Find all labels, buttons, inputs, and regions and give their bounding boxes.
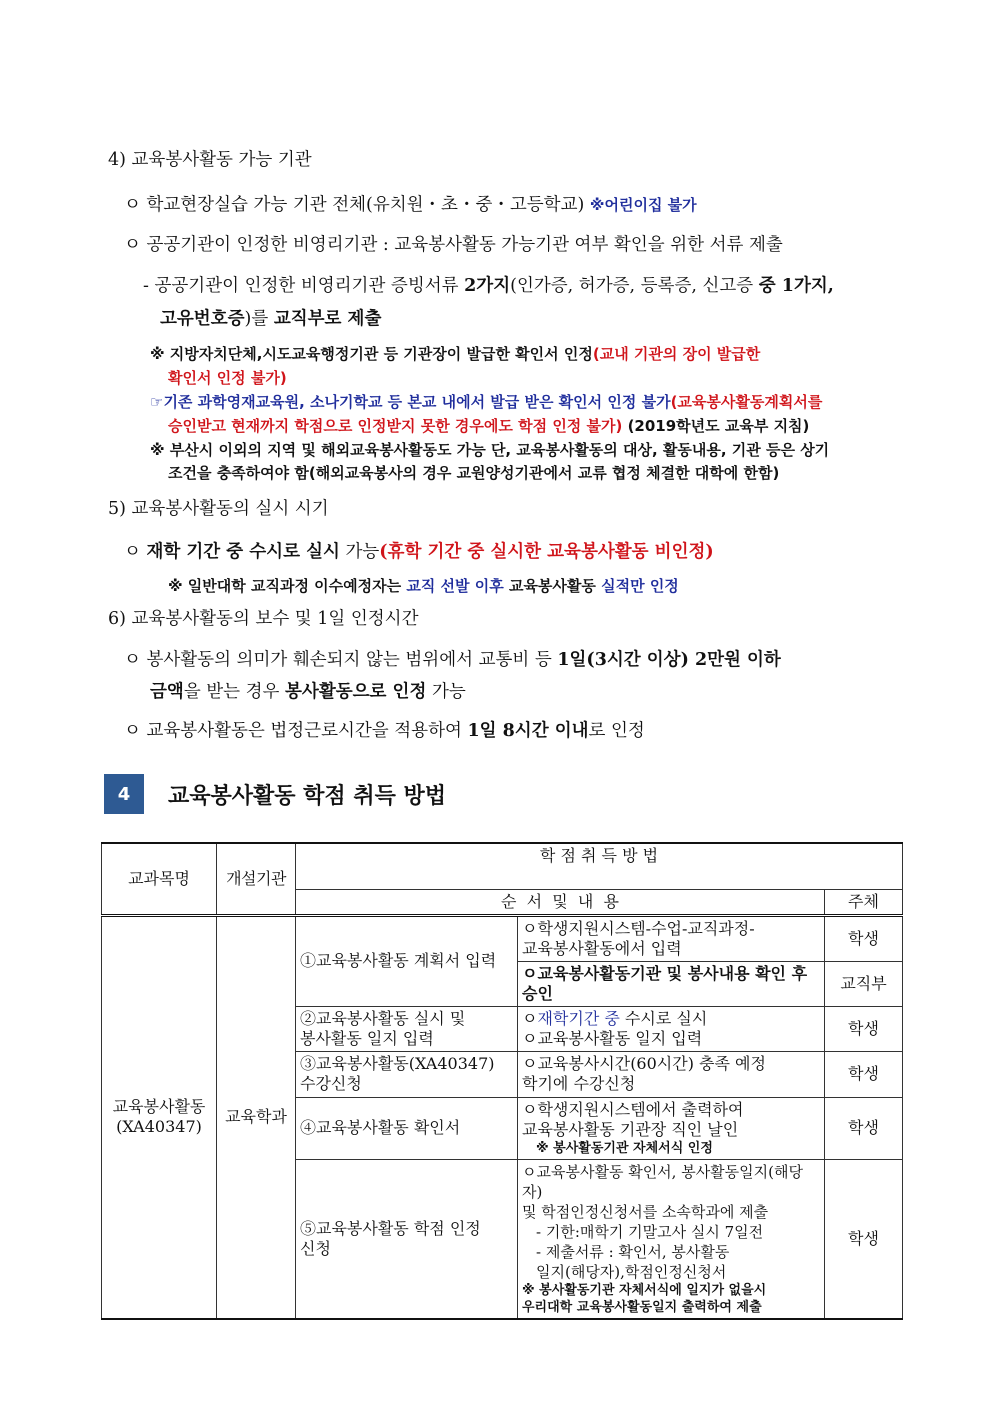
note-overseas-2: 조건을 충족하여야 함(해외교육봉사의 경우 교원양성기관에서 교류 협정 체결한 대학에 한함) [168, 464, 780, 482]
step-4-desc: ㅇ학생지원시스템에서 출력하여 교육봉사활동 기관장 직인 날인 ※ 봉사활동기관 자체서식 인정 [518, 1097, 825, 1159]
section-number: 4 [104, 774, 144, 814]
dept-cell: 교육학과 [217, 915, 296, 1319]
step-4: ④교육봉사활동 확인서 [296, 1097, 518, 1159]
step-5: ⑤교육봉사활동 학점 인정 신청 [296, 1159, 518, 1319]
section-5-heading: 5) 교육봉사활동의 실시 시기 [108, 499, 329, 519]
bullet-school-institutions: ㅇ 학교현장실습 가능 기관 전체(유치원・초・중・고등학교) ※어린이집 불가 [124, 195, 697, 215]
step-3-actor: 학생 [825, 1051, 903, 1097]
step-3: ③교육봉사활동(XA40347) 수강신청 [296, 1051, 518, 1097]
note-general-univ: ※ 일반대학 교직과정 이수예정자는 교직 선발 이후 교육봉사활동 실적만 인정 [168, 577, 679, 595]
header-actor: 주체 [825, 889, 903, 915]
section-4-heading: 4) 교육봉사활동 가능 기관 [108, 150, 312, 170]
step-2: ②교육봉사활동 실시 및 봉사활동 일지 입력 [296, 1006, 518, 1051]
step-1a-actor: 학생 [825, 915, 903, 961]
subject-cell: 교육봉사활동 (XA40347) [102, 915, 217, 1319]
bullet-pay-1: ㅇ 봉사활동의 의미가 훼손되지 않는 범위에서 교통비 등 1일(3시간 이상) 2만원 이하 [124, 650, 781, 670]
step-1b-actor: 교직부 [825, 961, 903, 1006]
bullet-pay-2: 금액을 받는 경우 봉사활동으로 인정 가능 [150, 682, 466, 702]
section-title: 교육봉사활동 학점 취득 방법 [168, 783, 447, 809]
step-3-desc: ㅇ교육봉사시간(60시간) 충족 예정 학기에 수강신청 [518, 1051, 825, 1097]
section-6-heading: 6) 교육봉사활동의 보수 및 1일 인정시간 [108, 609, 419, 629]
bullet-hours: ㅇ 교육봉사활동은 법정근로시간을 적용하여 1일 8시간 이내로 인정 [124, 721, 645, 741]
header-subject: 교과목명 [102, 843, 217, 915]
step-1a-desc: ㅇ학생지원시스템-수업-교직과정- 교육봉사활동에서 입력 [518, 915, 825, 961]
step-2-desc: ㅇ재학기간 중 수시로 실시 ㅇ교육봉사활동 일지 입력 [518, 1006, 825, 1051]
step-1b-desc: ㅇ교육봉사활동기관 및 봉사내용 확인 후 승인 [518, 961, 825, 1006]
step-2-actor: 학생 [825, 1006, 903, 1051]
doc-line-2: 고유번호증)를 교직부로 제출 [160, 309, 382, 329]
section-heading-box [104, 774, 446, 814]
doc-line-1: - 공공기관이 인정한 비영리기관 증빙서류 2가지(인가증, 허가증, 등록증, 신고증 중 1가지, [143, 276, 834, 296]
header-order: 순 서 및 내 용 [296, 889, 825, 915]
step-4-actor: 학생 [825, 1097, 903, 1159]
step-5-desc: ㅇ교육봉사활동 확인서, 봉사활동일지(해당자) 및 학점인정신청서를 소속학과에 제출 - 기한:매학기 기말고사 실시 7일전 - 제출서류 : 확인서, 봉사활동 일지(해당자),학점인정신청서 ※ 봉사활동기관 자체서식에 일지가 없을시 우리대학 교육봉사활동일지 출력하여 제출 [518, 1159, 825, 1319]
credit-method-table [101, 842, 903, 1320]
note-local-gov-2: 확인서 인정 불가) [168, 369, 287, 387]
note-overseas-1: ※ 부산시 이외의 지역 및 해외교육봉사활동도 가능 단, 교육봉사활동의 대상, 활동내용, 기관 등은 상기 [150, 441, 830, 459]
bullet-nonprofit: ㅇ 공공기관이 인정한 비영리기관 : 교육봉사활동 가능기관 여부 확인을 위한 서류 제출 [124, 235, 783, 255]
step-5-actor: 학생 [825, 1159, 903, 1319]
no-daycare-note: ※어린이집 불가 [589, 196, 697, 214]
note-existing-2: 승인받고 현재까지 학점으로 인정받지 못한 경우에도 학점 인정 불가) (2019학년도 교육부 지침) [168, 417, 810, 435]
header-method: 학 점 취 득 방 법 [296, 843, 903, 889]
header-dept: 개설기관 [217, 843, 296, 915]
note-local-gov-1: ※ 지방자치단체,시도교육행정기관 등 기관장이 발급한 확인서 인정(교내 기관의 장이 발급한 [150, 345, 761, 363]
note-existing-1: ☞기존 과학영재교육원, 소나기학교 등 본교 내에서 발급 받은 확인서 인정 불가(교육봉사활동계획서를 [150, 393, 823, 411]
bullet-period: ㅇ 재학 기간 중 수시로 실시 가능(휴학 기간 중 실시한 교육봉사활동 비인정) [124, 542, 714, 562]
step-1: ①교육봉사활동 계획서 입력 [296, 915, 518, 1006]
